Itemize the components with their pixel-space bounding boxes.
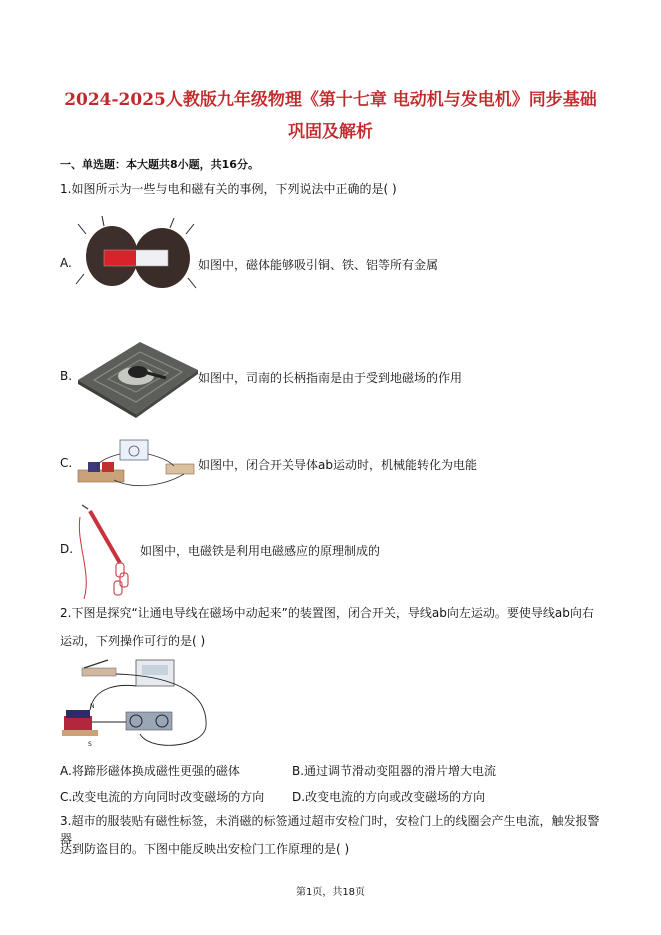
q1-option-c-letter: C.: [60, 456, 73, 470]
question-2-stem-line-2: 运动，下列操作可行的是( ): [60, 634, 206, 648]
q2-option-d-text: 改变电流的方向或改变磁场的方向: [305, 790, 486, 804]
question-2-stem-line-1: 2.下图是探究“让通电导线在磁场中动起来”的装置图，闭合开关，导线ab向左运动。要使导线ab向右: [60, 606, 594, 620]
question-1-stem: 1.如图所示为一些与电和磁有关的事例，下列说法中正确的是( ): [60, 182, 397, 196]
q2-option-a-text: 将蹄形磁体换成磁性更强的磁体: [71, 764, 240, 778]
magnet-iron-filings-picture: [74, 214, 198, 296]
page-footer: 第1页，共18页: [295, 887, 366, 898]
fig-label-n: N: [90, 703, 95, 710]
q2-option-b-text: 通过调节滑动变阻器的滑片增大电流: [304, 764, 497, 778]
electromagnet-clips-picture: [74, 503, 136, 601]
q1-option-b-text: 如图中，司南的长柄指南是由于受到地磁场的作用: [198, 371, 463, 385]
q1-option-d-text: 如图中，电磁铁是利用电磁感应的原理制成的: [140, 544, 381, 558]
q2-option-a-letter: A.: [60, 764, 72, 778]
q2-option-c: [60, 788, 264, 805]
q2-option-c-text: 改变电流的方向同时改变磁场的方向: [72, 790, 265, 804]
q2-option-c-letter: C.: [60, 790, 73, 804]
q2-option-b: [292, 762, 496, 779]
q1-option-d-letter: D.: [60, 542, 74, 556]
question-3-stem-line-1: 3.超市的服装贴有磁性标签，未消磁的标签通过超市安检门时，安检门上的线圈会产生电流，触发报警器: [60, 814, 600, 846]
sinan-compass-picture: [74, 334, 200, 418]
q2-option-a: [60, 762, 240, 779]
question-3-stem-line-2: 达到防盗目的。下图中能反映出安检门工作原理的是( ): [60, 842, 350, 856]
q1-option-c-text: 如图中，闭合开关导体ab运动时，机械能转化为电能: [198, 458, 477, 472]
document-title-line-1: 2024-2025人教版九年级物理《第十七章 电动机与发电机》同步基础: [64, 90, 597, 110]
fig-label-s: S: [88, 741, 92, 748]
q1-option-b-letter: B.: [60, 369, 73, 383]
motor-experiment-picture: [60, 656, 210, 752]
generator-circuit-picture: [74, 434, 198, 490]
q2-option-d-letter: D.: [292, 790, 306, 804]
q2-option-b-letter: B.: [292, 764, 305, 778]
q1-option-a-text: 如图中，磁体能够吸引铜、铁、铝等所有金属: [198, 258, 439, 272]
q1-option-a-letter: A.: [60, 256, 72, 270]
q2-option-d: [292, 788, 485, 805]
document-title-line-2: 巩固及解析: [288, 122, 373, 142]
section-header: 一、单选题：本大题共8小题，共16分。: [60, 158, 259, 171]
